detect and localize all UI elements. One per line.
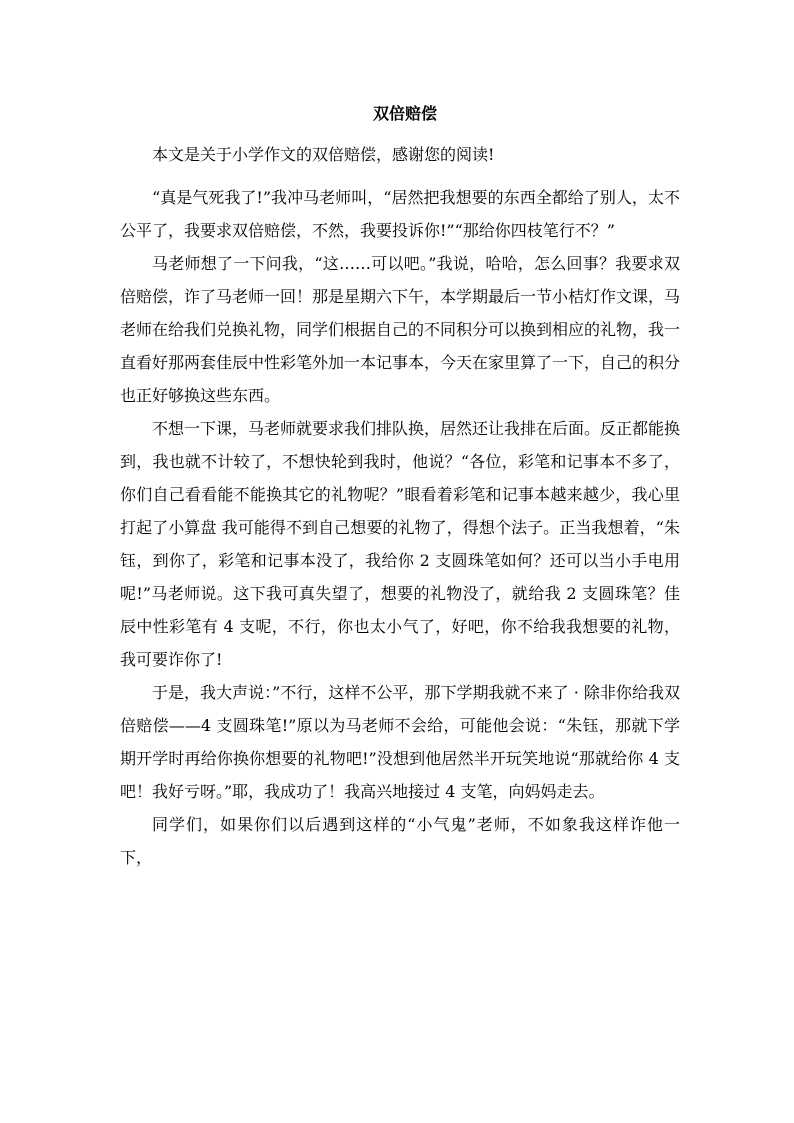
body-paragraph-5: 同学们，如果你们以后遇到这样的“小气鬼”老师，不如象我这样诈他一下， <box>120 815 680 867</box>
body-paragraph-4: 于是，我大声说：”不行，这样不公平，那下学期我就不来了 · 除非你给我双倍赔偿——4 支圆珠笔!”原以为马老师不会给，可能他会说：“朱钰，那就下学期开学时再给你换你想要的礼物吧!”没想到他居然半开玩笑地说“那就给你 4 支吧！我好亏呀。”耶，我成功了！我高兴地接过 4 支笔，向妈妈走去。 <box>120 683 680 801</box>
body-paragraph-1: “真是气死我了!”我冲马老师叫，“居然把我想要的东西全都给了别人，太不公平了，我要求双倍赔偿，不然，我要投诉你!”“那给你四枝笔行不？” <box>120 188 680 240</box>
document-title: 双倍赔偿 <box>372 104 437 123</box>
body-paragraph-3: 不想一下课，马老师就要求我们排队换，居然还让我排在后面。反正都能换到，我也就不计较了，不想快轮到我时，他说？“各位，彩笔和记事本不多了，你们自己看看能不能换其它的礼物呢？”眼看着彩笔和记事本越来越少，我心里打起了小算盘 我可能得不到自己想要的礼物了，得想个法子。正当我想着，“朱钰，到你了，彩笔和记事本没了，我给你 2 支圆珠笔如何？还可以当小手电用呢!”马老师说。这下我可真失望了，想要的礼物没了，就给我 2 支圆珠笔？佳辰中性彩笔有 4 支呢，不行，你也太小气了，好吧，你不给我我想要的礼物，我可要诈你了! <box>120 419 681 669</box>
intro-paragraph: 本文是关于小学作文的双倍赔偿，感谢您的阅读! <box>152 145 495 164</box>
body-paragraph-2: 马老师想了一下问我，“这……可以吧。”我说，哈哈，怎么回事？我要求双倍赔偿，诈了马老师一回！那是星期六下午，本学期最后一节小桔灯作文课，马老师在给我们兑换礼物，同学们根据自己的不同积分可以换到相应的礼物，我一直看好那两套佳辰中性彩笔外加一本记事本，今天在家里算了一下，自己的积分也正好够换这些东西。 <box>120 254 681 405</box>
document-page <box>120 100 680 874</box>
